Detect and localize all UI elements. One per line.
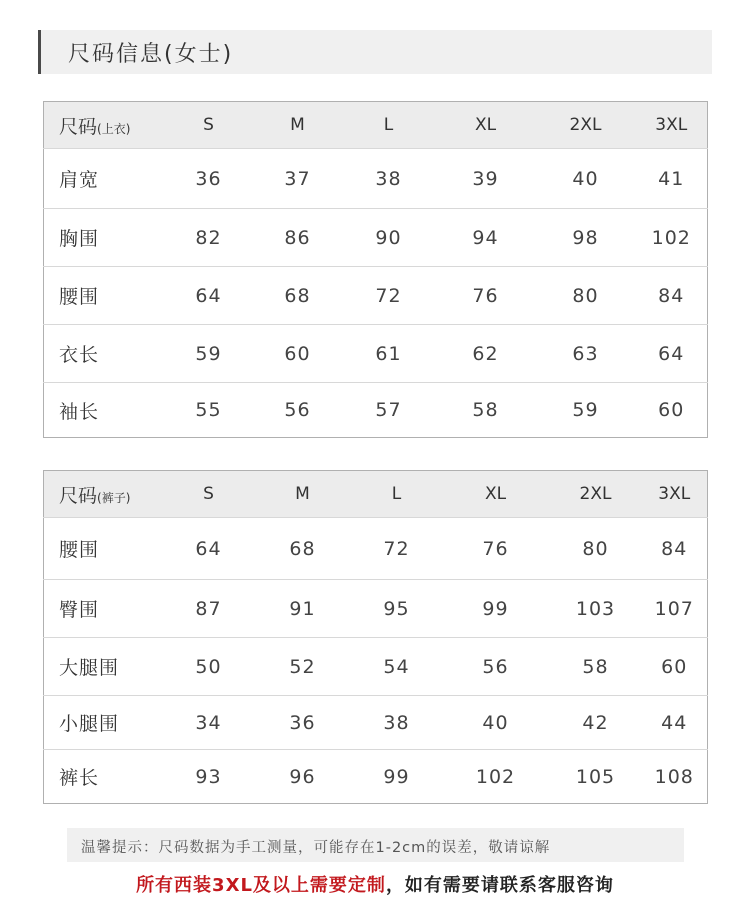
table-cell: 63 <box>536 325 636 383</box>
header-label-sub: (上衣) <box>97 121 131 136</box>
table-cell: 59 <box>164 325 254 383</box>
header-label-sub: (裤子) <box>97 490 131 505</box>
size-header: L <box>391 484 402 504</box>
table-cell: 60 <box>254 325 342 383</box>
table-cell: 34 <box>164 696 254 750</box>
table-cell: 36 <box>254 696 352 750</box>
header-label <box>44 471 164 518</box>
table-cell: 64 <box>164 267 254 325</box>
table-cell: 72 <box>352 518 442 580</box>
row-label: 裤长 <box>44 750 164 804</box>
row-label: 胸围 <box>44 209 164 267</box>
table-cell: 50 <box>164 638 254 696</box>
table-cell: 56 <box>442 638 550 696</box>
section-header <box>38 30 712 74</box>
size-header: 2XL <box>569 115 602 135</box>
table-cell: 40 <box>536 149 636 209</box>
table-cell: 60 <box>636 383 708 438</box>
custom-order-warning: 所有西装3XL及以上需要定制 <box>136 875 386 896</box>
table-cell: 72 <box>342 267 436 325</box>
table-cell: 99 <box>352 750 442 804</box>
table-cell: 37 <box>254 149 342 209</box>
row-label: 大腿围 <box>44 638 164 696</box>
table-cell: 87 <box>164 580 254 638</box>
table-cell: 64 <box>164 518 254 580</box>
table-cell: 86 <box>254 209 342 267</box>
table-cell: 52 <box>254 638 352 696</box>
table-row <box>44 518 708 580</box>
table-cell: 95 <box>352 580 442 638</box>
size-header: S <box>203 484 214 504</box>
header-label-main: 尺码 <box>59 115 98 138</box>
measurement-note-bar <box>67 828 684 862</box>
size-header: XL <box>484 484 507 504</box>
table-row <box>44 209 708 267</box>
table-cell: 40 <box>442 696 550 750</box>
table-cell: 102 <box>636 209 708 267</box>
table-header-row <box>44 102 708 149</box>
size-header: XL <box>474 115 497 135</box>
table-cell: 105 <box>550 750 642 804</box>
size-header: 3XL <box>658 484 691 504</box>
table-row <box>44 638 708 696</box>
table-cell: 99 <box>442 580 550 638</box>
table-cell: 103 <box>550 580 642 638</box>
table-cell: 54 <box>352 638 442 696</box>
table-cell: 57 <box>342 383 436 438</box>
row-label: 腰围 <box>44 518 164 580</box>
table-cell: 68 <box>254 518 352 580</box>
table-cell: 76 <box>442 518 550 580</box>
table-row <box>44 325 708 383</box>
table-cell: 38 <box>352 696 442 750</box>
contact-service-text: ，如有需要请联系客服咨询 <box>385 875 614 896</box>
table-cell: 59 <box>536 383 636 438</box>
size-header: M <box>290 115 305 135</box>
section-title: 尺码信息(女士) <box>68 42 234 67</box>
table-cell: 82 <box>164 209 254 267</box>
table-cell: 44 <box>642 696 708 750</box>
table-row <box>44 149 708 209</box>
table-row <box>44 696 708 750</box>
row-label: 袖长 <box>44 383 164 438</box>
table-cell: 38 <box>342 149 436 209</box>
size-header: L <box>383 115 394 135</box>
row-label: 腰围 <box>44 267 164 325</box>
table-cell: 42 <box>550 696 642 750</box>
table-cell: 93 <box>164 750 254 804</box>
size-header: 3XL <box>655 115 688 135</box>
table-cell: 76 <box>436 267 536 325</box>
table-cell: 62 <box>436 325 536 383</box>
table-cell: 68 <box>254 267 342 325</box>
table-row <box>44 267 708 325</box>
table-cell: 58 <box>550 638 642 696</box>
table-cell: 56 <box>254 383 342 438</box>
bottom-size-table <box>43 470 708 804</box>
table-cell: 39 <box>436 149 536 209</box>
table-cell: 84 <box>636 267 708 325</box>
table-cell: 60 <box>642 638 708 696</box>
table-cell: 80 <box>550 518 642 580</box>
row-label: 臀围 <box>44 580 164 638</box>
row-label: 小腿围 <box>44 696 164 750</box>
top-size-table <box>43 101 708 438</box>
table-cell: 36 <box>164 149 254 209</box>
custom-order-notice <box>0 871 750 897</box>
table-cell: 80 <box>536 267 636 325</box>
table-cell: 58 <box>436 383 536 438</box>
table-cell: 102 <box>442 750 550 804</box>
table-cell: 91 <box>254 580 352 638</box>
measurement-note: 温馨提示：尺码数据为手工测量，可能存在1-2cm的误差，敬请谅解 <box>81 840 551 856</box>
table-cell: 98 <box>536 209 636 267</box>
table-cell: 55 <box>164 383 254 438</box>
table-row <box>44 383 708 438</box>
table-cell: 64 <box>636 325 708 383</box>
size-header: M <box>295 484 310 504</box>
table-row <box>44 580 708 638</box>
table-cell: 84 <box>642 518 708 580</box>
table-cell: 41 <box>636 149 708 209</box>
table-header-row <box>44 471 708 518</box>
row-label: 衣长 <box>44 325 164 383</box>
table-row <box>44 750 708 804</box>
header-label-main: 尺码 <box>59 484 98 507</box>
row-label: 肩宽 <box>44 149 164 209</box>
size-header: 2XL <box>579 484 612 504</box>
table-cell: 61 <box>342 325 436 383</box>
table-cell: 94 <box>436 209 536 267</box>
table-cell: 90 <box>342 209 436 267</box>
header-label <box>44 102 164 149</box>
table-cell: 107 <box>642 580 708 638</box>
table-cell: 108 <box>642 750 708 804</box>
size-header: S <box>203 115 214 135</box>
table-cell: 96 <box>254 750 352 804</box>
